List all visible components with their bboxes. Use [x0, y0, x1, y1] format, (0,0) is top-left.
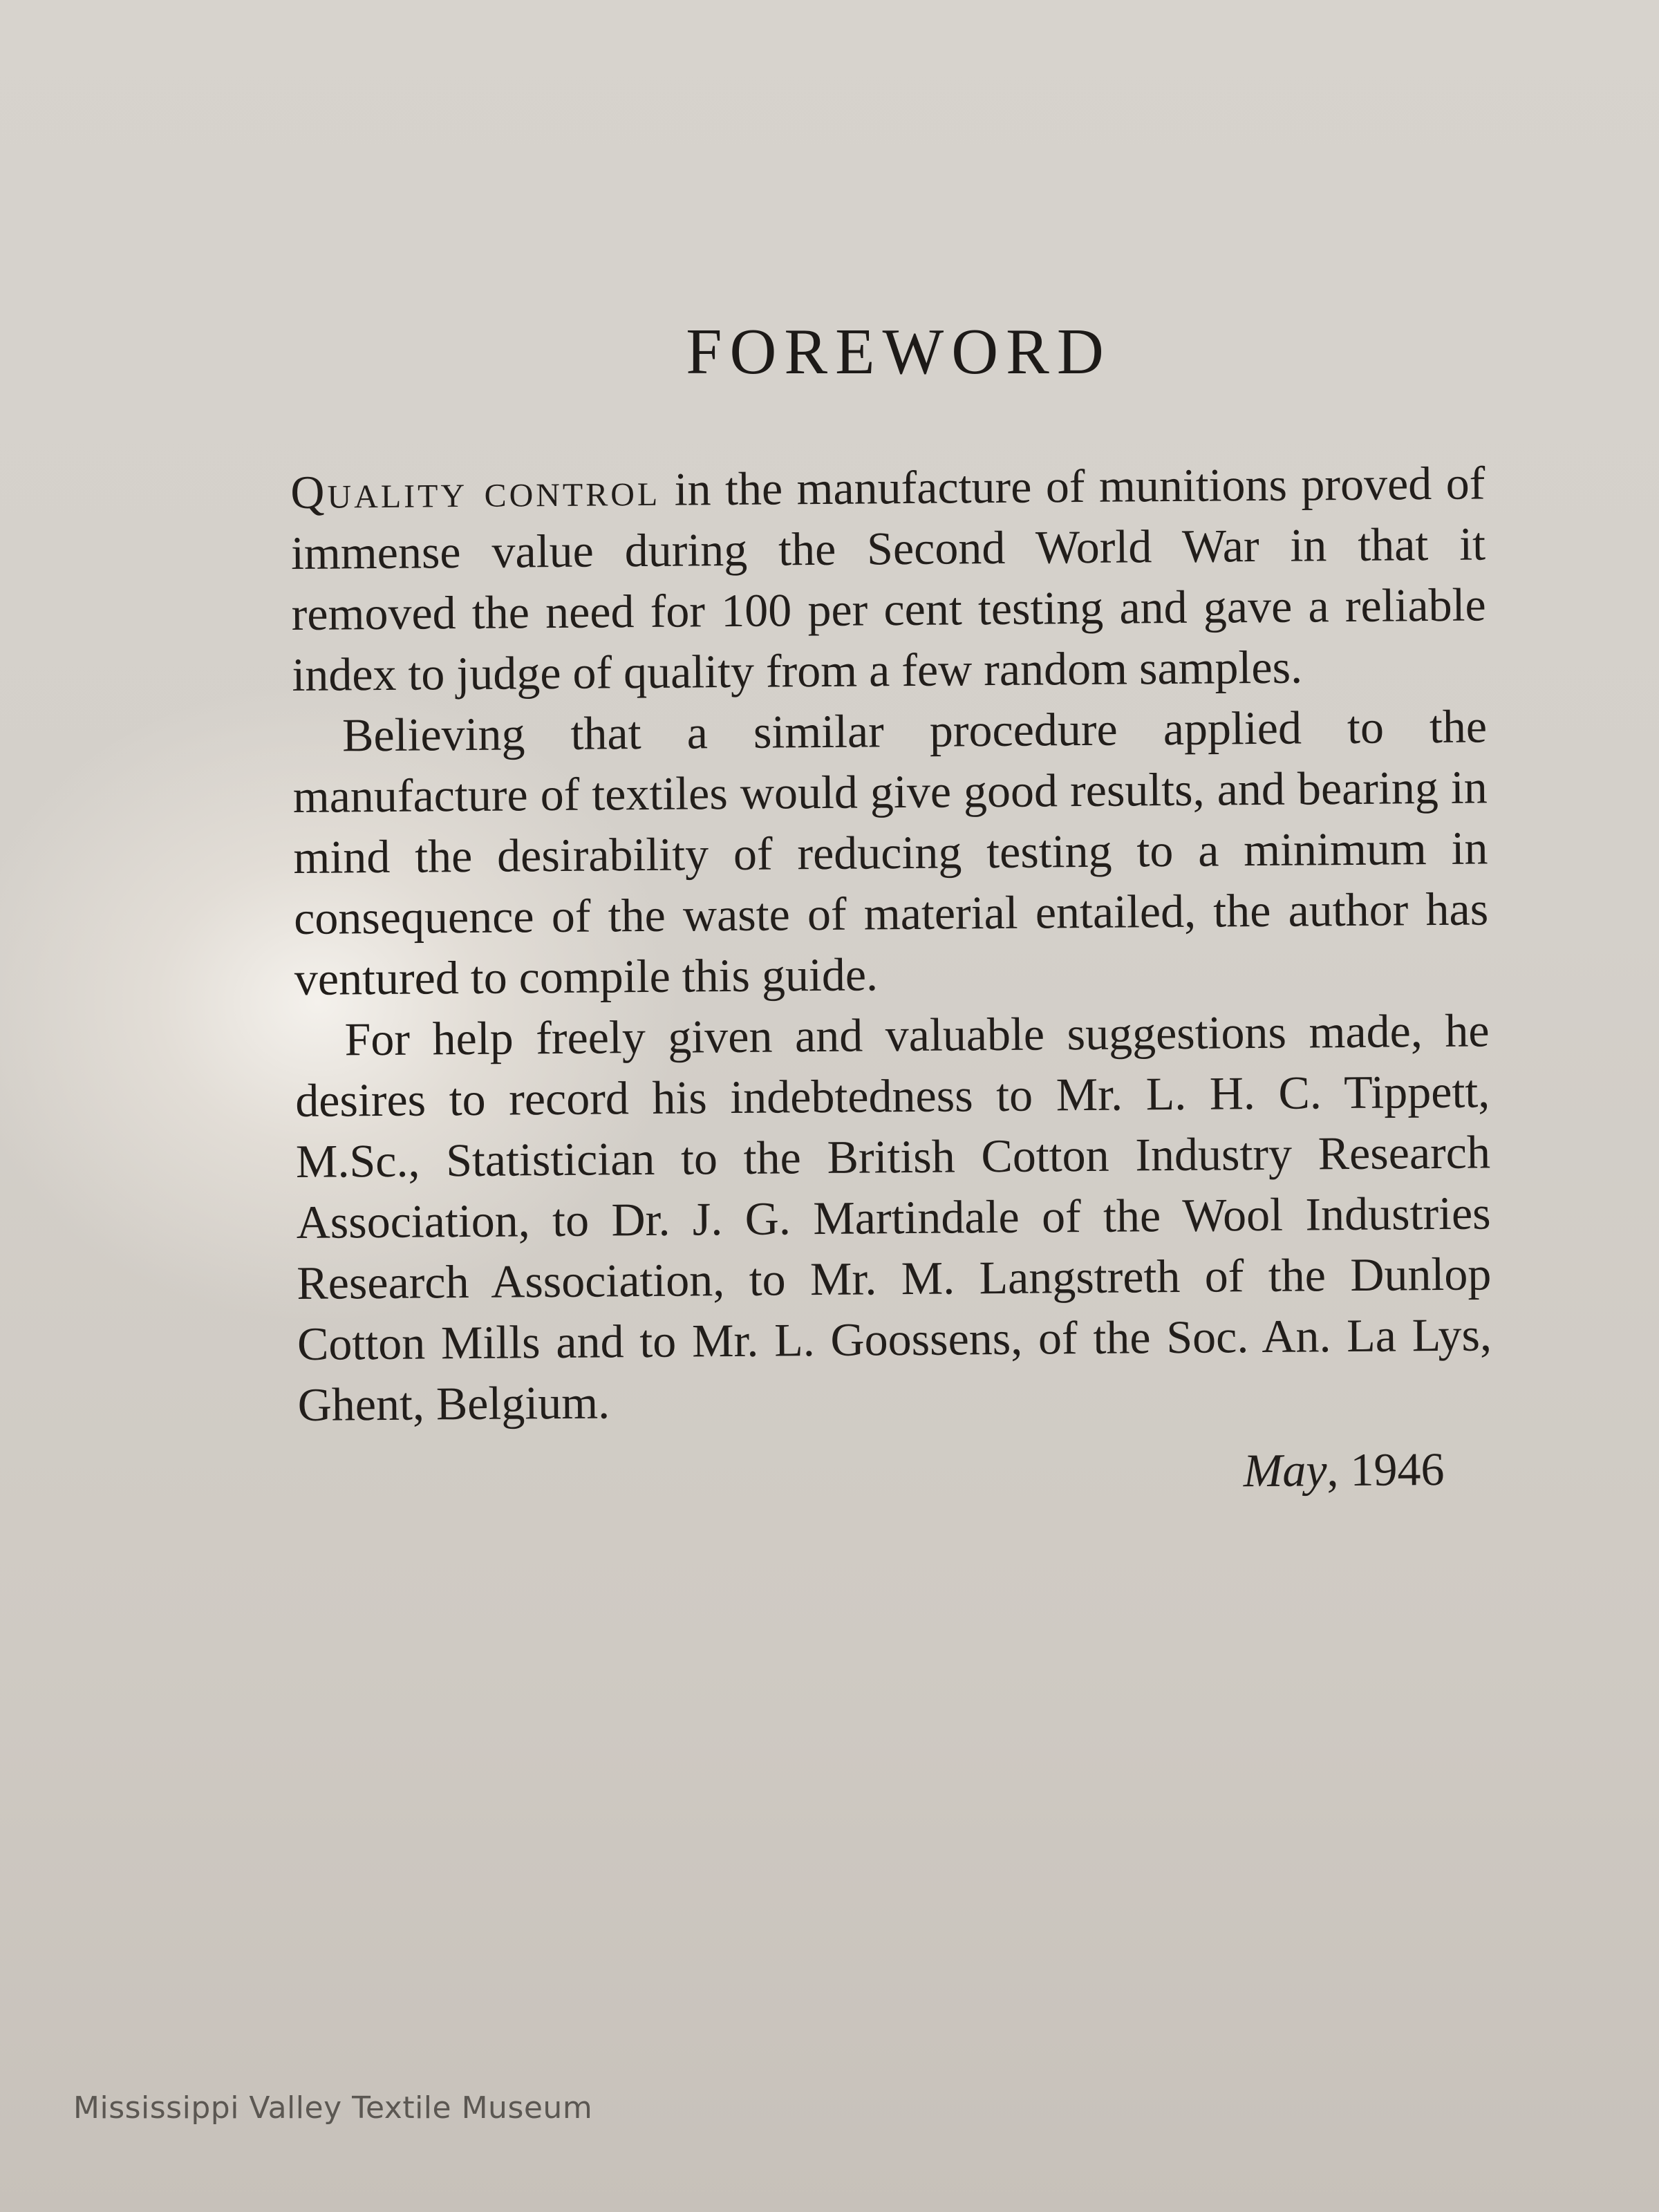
- paragraph-1-lead: Quality control: [290, 462, 661, 518]
- paragraph-1: [290, 452, 1487, 705]
- signature-month: May: [1243, 1443, 1327, 1497]
- watermark: Mississippi Valley Textile Museum: [73, 2090, 593, 2126]
- signature-year: , 1946: [1327, 1442, 1445, 1497]
- paragraph-2: Believing that a similar procedure applied to the manufacture of textiles would give good results, and bearing in mind the desirability of reducing testing to a minimum in consequence of the waste of material entailed, the author has ventured to compile this guide.: [292, 700, 1489, 1005]
- foreword-body: [290, 452, 1493, 1508]
- paragraph-1-text: in the manufacture of munitions proved of immense value during the Second World War in that it removed the need for 100 per cent testing and gave a reliable index to judge of quality from a few random samples.: [290, 456, 1486, 701]
- signature-date: [298, 1438, 1493, 1508]
- paragraph-3: For help freely given and valuable suggestions made, he desires to record his indebtedness to Mr. L. H. C. Tippett, M.Sc., Statistician to the British Cotton Industry Research Association, to Dr. J. G. Martindale of the Wool Industries Research Association, to Mr. M. Langstreth of the Dunlop Cotton Mills and to Mr. L. Goossens, of the Soc. An. La Lys, Ghent, Belgium.: [294, 1004, 1492, 1431]
- page-title: FOREWORD: [686, 316, 1112, 388]
